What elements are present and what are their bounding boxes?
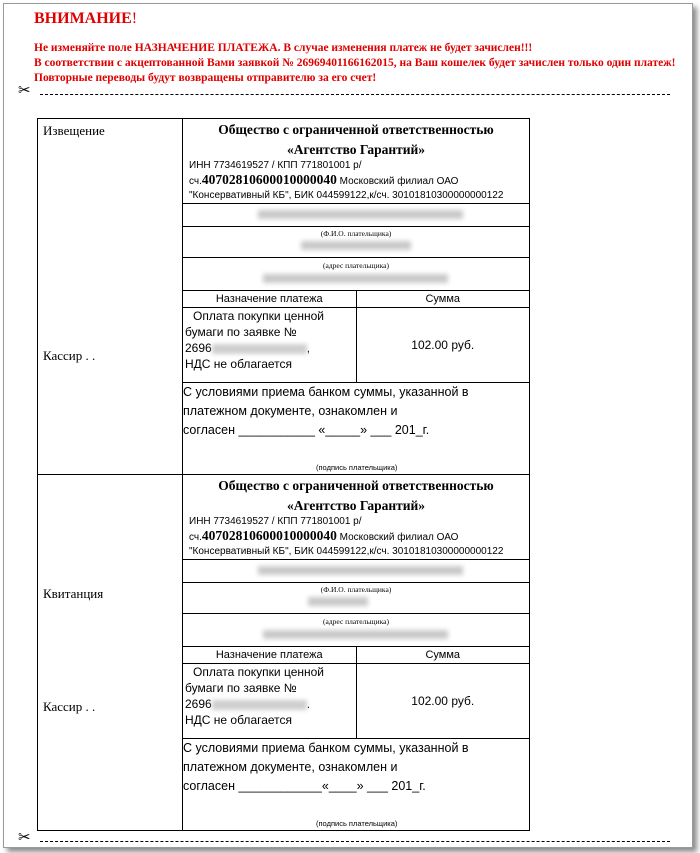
- dashed-divider: [40, 94, 670, 95]
- cut-line-top: [18, 83, 670, 100]
- signature-caption: (подпись плательщика): [316, 463, 398, 472]
- notice-cashier-label: Кассир . .: [43, 348, 96, 363]
- warning-title: ВНИМАНИЕ!: [34, 10, 138, 27]
- inn-kpp: ИНН 7734619527 / КПП 771801001 р/: [189, 516, 362, 527]
- org-name-line2: «Агентство Гарантий»: [286, 498, 426, 513]
- inn-kpp: ИНН 7734619527 / КПП 771801001 р/: [189, 160, 362, 171]
- amount-value: 102.00 руб.: [356, 664, 529, 739]
- purpose-header: Назначение платежа: [183, 291, 356, 308]
- purpose-header: Назначение платежа: [183, 647, 356, 664]
- scissors-icon: ✂: [18, 830, 31, 846]
- receipt-cashier-label: Кассир . .: [43, 699, 96, 714]
- payment-form: [37, 118, 530, 831]
- order-number-redacted: [212, 700, 307, 710]
- payer-name-field-redacted: [183, 560, 529, 583]
- payer-address-area: [183, 258, 529, 291]
- cut-line-bottom: [18, 830, 670, 847]
- org-name-line1: Общество с ограниченной ответственностью: [218, 478, 494, 493]
- amount-value: 102.00 руб.: [356, 308, 529, 383]
- receipt-right-column: [183, 475, 530, 831]
- scissors-icon: ✂: [18, 83, 31, 99]
- notice-recipient: [183, 119, 529, 204]
- receipt-left-column: [38, 475, 183, 831]
- dashed-divider: [40, 841, 670, 842]
- payer-address-area: [183, 614, 529, 647]
- receipt-section: [38, 475, 530, 831]
- notice-label: Извещение: [43, 123, 105, 138]
- bank-details: "Консервативный КБ", БИК 044599122,к/сч. 30101810300000000122: [189, 190, 504, 201]
- payer-name-caption: (Ф.И.О. плательщика): [320, 229, 392, 238]
- terms-block: С условиями приема банком суммы, указанной в платежном документе, ознакомлен и согласен ___________ «_____» ___ 201_г. (подпись плательщика): [183, 383, 529, 470]
- notice-right-column: [183, 119, 530, 475]
- amount-header: Сумма: [356, 291, 529, 308]
- payer-name-area: [183, 583, 529, 614]
- payer-name-area: [183, 227, 529, 258]
- payer-name-field-redacted: [183, 204, 529, 227]
- account-number: 40702810600010000040: [201, 172, 337, 187]
- payer-address-caption: (адрес плательщика): [323, 261, 389, 270]
- account-line: сч.40702810600010000040 Московский филиал ОАО: [189, 172, 459, 187]
- bank-details: "Консервативный КБ", БИК 044599122,к/сч. 30101810300000000122: [189, 546, 504, 557]
- notice-section: [38, 119, 530, 475]
- payer-address-caption: (адрес плательщика): [323, 617, 389, 626]
- warning-line-2: В соответствии с акцептованной Вами заявкой № 26969401166162015, на Ваш кошелек будет зачислен только один платеж!: [34, 57, 676, 69]
- terms-block: С условиями приема банком суммы, указанной в платежном документе, ознакомлен и согласен ____________«____» ___ 201_г. (подпись плательщика): [183, 739, 529, 826]
- warning-line-1: Не изменяйте поле НАЗНАЧЕНИЕ ПЛАТЕЖА. В случае изменения платеж не будет зачислен!!!: [34, 42, 533, 54]
- account-number: 40702810600010000040: [201, 528, 337, 543]
- purpose-text: Оплата покупки ценной бумаги по заявке № 2696 , НДС не облагается: [183, 308, 356, 383]
- receipt-recipient: [183, 475, 529, 560]
- warning-line-3: Повторные переводы будут возвращены отправителю за его счет!: [34, 72, 377, 84]
- org-name-line1: Общество с ограниченной ответственностью: [218, 122, 494, 137]
- document-page: [3, 3, 693, 848]
- purpose-text: Оплата покупки ценной бумаги по заявке № 2696 . НДС не облагается: [183, 664, 356, 739]
- amount-header: Сумма: [356, 647, 529, 664]
- order-number-redacted: [212, 344, 307, 354]
- signature-caption: (подпись плательщика): [316, 819, 398, 828]
- receipt-label: Квитанция: [43, 586, 104, 601]
- account-line: сч.40702810600010000040 Московский филиал ОАО: [189, 528, 459, 543]
- payer-name-caption: (Ф.И.О. плательщика): [320, 585, 392, 594]
- notice-left-column: [38, 119, 183, 475]
- org-name-line2: «Агентство Гарантий»: [286, 142, 426, 157]
